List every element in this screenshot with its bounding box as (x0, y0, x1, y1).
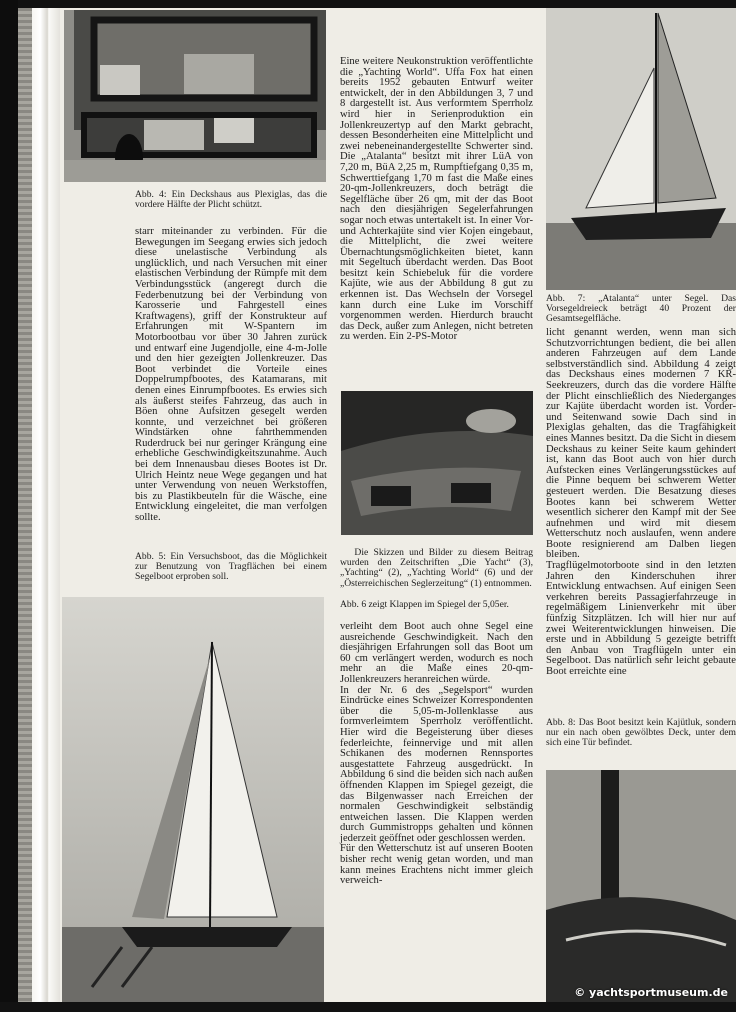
photo-atalanta (546, 8, 736, 290)
paragraph: Für den Wetterschutz ist auf unseren Booten bisher recht wenig getan worden, und man kann meines Erachtens nicht immer gleich verweich- (340, 843, 533, 887)
paragraph: In der Nr. 6 des „Segelsport“ wurden Eindrücke eines Schweizer Korrespondenten über die 5,05-m-Jollenklasse aus formverleimtem Sperrholz veröffentlicht. Hier wird die Begeisterung über dieses federleichte, feinnervige und mit allen Schikanen des modernen Rennsportes ausgestattete Fahrzeug ausgedrückt. In Abbildung 6 sind die beiden sich nach außen öffnenden Klappen im Spiegel gezeigt, die das Bilgenwasser nach Erreichen der normalen Geschwindigkeit selbständig entweichen lassen. Die Klappen werden durch Gummistropps gehalten und können jederzeit geöffnet oder geschlossen werden. (340, 684, 533, 844)
caption-figure-5: Abb. 5: Ein Versuchsboot, das die Möglichkeit zur Benutzung von Tragflächen bei einem Segelboot erproben soll. (135, 551, 327, 583)
scan-border-left (0, 0, 18, 1012)
caption-figure-8: Abb. 8: Das Boot besitzt kein Kajütluk, sondern nur ein nach oben gewölbtes Deck, unter dem sich eine Tür befindet. (546, 718, 736, 749)
photo-deck-kajuete (546, 770, 736, 1002)
paragraph: Eine weitere Neukonstruktion veröffentlichte die „Yachting World“. Uffa Fox hat einen bereits 1952 gebauten Entwurf weiter entwickelt, der in den Abbildungen 3, 7 und 8 dargestellt ist. Aus verformtem Sperrholz wird hier in Serienproduktion ein Jollenkreuzertyp auf den Markt gebracht, dessen Besonderheiten eine Mittelplicht und zwei nebeneinandergestellte Schwerter sind. Die „Atalanta“ besitzt mit ihrer LüA von 7,20 m, BüA 2,25 m, Rumpftiefgang 0,35 m, Schwerttiefgang 1,70 m fast die Maße eines 20-qm-Jollenkreuzers, doch beträgt die Segelfläche über 26 qm, mit der das Boot nach den diesjährigen Segelerfahrungen sogar noch etwas untertakelt ist. In einer Vor- und Achterkajüte sind vier Kojen eingebaut, die Mittelplicht, die zwei weitere Übernachtungsmöglichkeiten bietet, kann mit Segeltuch überdacht werden. Das Boot besitzt kein Schiebeluk für die vordere Kajüte, wie aus der Abbildung 8 gut zu erkennen ist. Das Wechseln der Vorsegel kann durch eine Luke im Vorschiff vorgenommen werden. Hierdurch braucht das Deck, außer zum Anlegen, nicht betreten zu werden. Ein 2-PS-Motor (340, 56, 533, 343)
page-binding (32, 8, 60, 1008)
scan-border-bottom (0, 1002, 736, 1012)
paragraph: Tragflügelmotorboote sind in den letzten Jahren den Kinderschuhen ihrer Entwicklung entwachsen. Auf einigen Seen verkehren bereits Passagierfahrzeuge in regelmäßigem Linienverkehr mit über fünfzig Sitzplätzen. Ich will hier nur auf zwei Weiterentwicklungen hinweisen. Die erste und in Abbildung 5 gezeigte betrifft den Anbau von Tragflügeln unter ein Segelboot. Das natürlich sehr leicht gebaute Boot erreichte eine (546, 560, 736, 677)
source-note (340, 548, 533, 589)
photo-klappen-spiegel (341, 391, 533, 535)
scan-border-top (0, 0, 736, 8)
source-note-text: Die Skizzen und Bilder zu diesem Beitrag wurden den Zeitschriften „Die Yacht“ (3), „Yachting“ (2), „Yachting World“ (6) und der „Österreichischen Seglerzeitung“ (1) entnommen. (340, 547, 533, 589)
paragraph: verleiht dem Boot auch ohne Segel eine ausreichende Geschwindigkeit. Nach den diesjährigen Erfahrungen soll das Boot um 60 cm verlängert werden, wodurch es noch mehr an die Maße eines 20-qm-Jollenkreuzers heranreichen würde. (340, 621, 533, 685)
caption-figure-7: Abb. 7: „Atalanta“ unter Segel. Das Vorsegeldreieck beträgt 40 Prozent der Gesamtsegelfläche. (546, 294, 736, 325)
middle-column-text-top (340, 57, 533, 343)
caption-figure-4: Abb. 4: Ein Deckshaus aus Plexiglas, das die vordere Hälfte der Plicht schützt. (135, 189, 327, 211)
left-column-text (135, 227, 327, 524)
scan-edge-stripe (18, 8, 32, 1008)
middle-column-text-bottom (340, 622, 533, 887)
photo-versuchsboot (62, 597, 324, 1002)
paragraph: licht genannt werden, wenn man sich Schutzvorrichtungen bedient, die bei allen anderen Fahrzeugen auf dem Lande selbstverständlich sind. Abbildung 4 zeigt das Deckshaus eines modernen 7 KR-Seekreuzers, durch das die vordere Hälfte der Plicht einschließlich des Niederganges zur Kajüte überdacht worden ist. Vorder- und Seitenwand sowie Dach sind in Plexiglas gehalten, das die Tragfähigkeit eines Mannes besitzt. Da die Sicht in diesem Deckshaus zu keiner Seite kaum gehindert ist, kann das Boot auch von hier durch Aufstecken eines Verlängerungsstückes auf die Pinne bequem bei schwerem Wetter gesteuert werden. Die Besatzung dieses Bootes kann bei schwerem Wetter wesentlich sicherer den Kampf mit der See aufnehmen und wird mit diesem Wetterschutz noch auslaufen, wenn andere Boote resignierend am Dalben liegen bleiben. (546, 328, 736, 561)
watermark: © yachtsportmuseum.de (574, 986, 728, 999)
right-column-text (546, 328, 736, 678)
caption-figure-6: Abb. 6 zeigt Klappen im Spiegel der 5,05er. (340, 599, 509, 610)
paragraph: starr miteinander zu verbinden. Für die Bewegungen im Seegang erwies sich jedoch diese unelastische Verbindung als unglücklich, und nach Versuchen mit einer elastischen Verbindung der Rümpfe mit dem Verbindungsstück (angeregt durch die Federbenutzung bei der Verbindung von Karosserie und Fahrgestell eines Kraftwagens), griff der Konstrukteur auf Erfahrungen mit W-Spantern im Motorbootbau vor über 30 Jahren zurück und entwarf eine Jugendjolle, eine 4-m-Jolle und den hier gezeigten Jollenkreuzer. Das Boot verbindet die Vorteile eines Doppelrumpfbootes, des Katamarans, mit denen eines Einrumpfbootes. Es erwies sich als äußerst steifes Fahrzeug, das auch in Böen ohne Aufsitzen gesegelt werden konnte, und verzeichnet bei größeren Windstärken ohne fahrthemmenden Ruderdruck bei nur geringer Krängung eine erhebliche Geschwindigkeitszunahme. Auch bei dem Innenausbau dieses Bootes ist Dr. Ulrich Heintz neue Wege gegangen und hat unter Verwendung von neuen Werkstoffen, bis zu Plastikbeuteln für die Wäsche, eine Entwicklung eingeleitet, die man verfolgen sollte. (135, 226, 327, 524)
photo-deckshaus (64, 10, 326, 182)
